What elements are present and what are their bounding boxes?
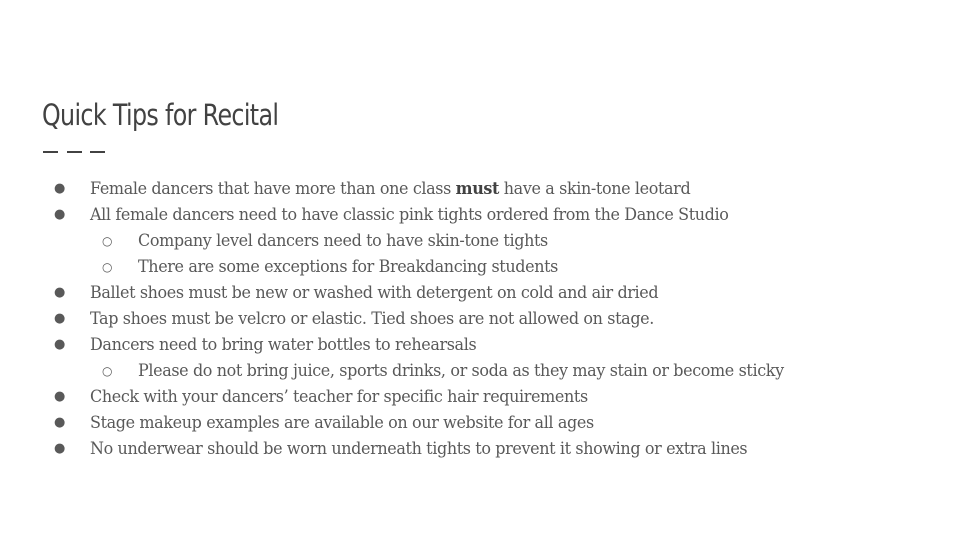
filled-bullet-icon: ● bbox=[54, 207, 66, 222]
filled-bullet-icon: ● bbox=[54, 181, 66, 196]
title-underline-dash bbox=[43, 151, 58, 153]
filled-bullet-icon: ● bbox=[54, 311, 66, 326]
bullet-text: Ballet shoes must be new or washed with detergent on cold and air dried bbox=[90, 283, 659, 303]
bullet-text: No underwear should be worn underneath tights to prevent it showing or extra lines bbox=[90, 439, 748, 459]
bullet-text: Dancers need to bring water bottles to rehearsals bbox=[90, 335, 477, 355]
bullet-item bbox=[0, 436, 960, 462]
bullet-text-segment: have a skin-tone leotard bbox=[499, 179, 691, 199]
bullet-item bbox=[0, 332, 960, 358]
bullet-item bbox=[0, 202, 960, 228]
hollow-bullet-icon: ○ bbox=[102, 364, 113, 378]
bullet-list bbox=[0, 176, 960, 462]
bullet-text: Tap shoes must be velcro or elastic. Tied shoes are not allowed on stage. bbox=[90, 309, 654, 329]
filled-bullet-icon: ● bbox=[54, 415, 66, 430]
bullet-item bbox=[0, 280, 960, 306]
title-underline bbox=[43, 151, 105, 154]
hollow-bullet-icon: ○ bbox=[102, 234, 113, 248]
filled-bullet-icon: ● bbox=[54, 389, 66, 404]
filled-bullet-icon: ● bbox=[54, 285, 66, 300]
bullet-text: All female dancers need to have classic pink tights ordered from the Dance Studio bbox=[90, 205, 729, 225]
bullet-item bbox=[0, 176, 960, 202]
slide-title: Quick Tips for Recital bbox=[42, 98, 279, 132]
bullet-text: Company level dancers need to have skin-tone tights bbox=[138, 231, 548, 251]
sub-bullet-item bbox=[0, 358, 960, 384]
hollow-bullet-icon: ○ bbox=[102, 260, 113, 274]
bullet-text: Check with your dancers’ teacher for specific hair requirements bbox=[90, 387, 588, 407]
title-underline-dash bbox=[90, 151, 105, 153]
sub-bullet-item bbox=[0, 254, 960, 280]
bullet-text: There are some exceptions for Breakdancing students bbox=[138, 257, 558, 277]
sub-bullet-item bbox=[0, 228, 960, 254]
bullet-text bbox=[90, 176, 690, 202]
bullet-item bbox=[0, 410, 960, 436]
filled-bullet-icon: ● bbox=[54, 441, 66, 456]
title-underline-dash bbox=[67, 151, 82, 153]
bullet-text-emphasis: must bbox=[455, 179, 500, 199]
bullet-text: Stage makeup examples are available on our website for all ages bbox=[90, 413, 594, 433]
bullet-item bbox=[0, 384, 960, 410]
bullet-text-segment: Female dancers that have more than one class bbox=[90, 179, 456, 199]
bullet-text: Please do not bring juice, sports drinks, or soda as they may stain or become sticky bbox=[138, 361, 784, 381]
filled-bullet-icon: ● bbox=[54, 337, 66, 352]
bullet-item bbox=[0, 306, 960, 332]
